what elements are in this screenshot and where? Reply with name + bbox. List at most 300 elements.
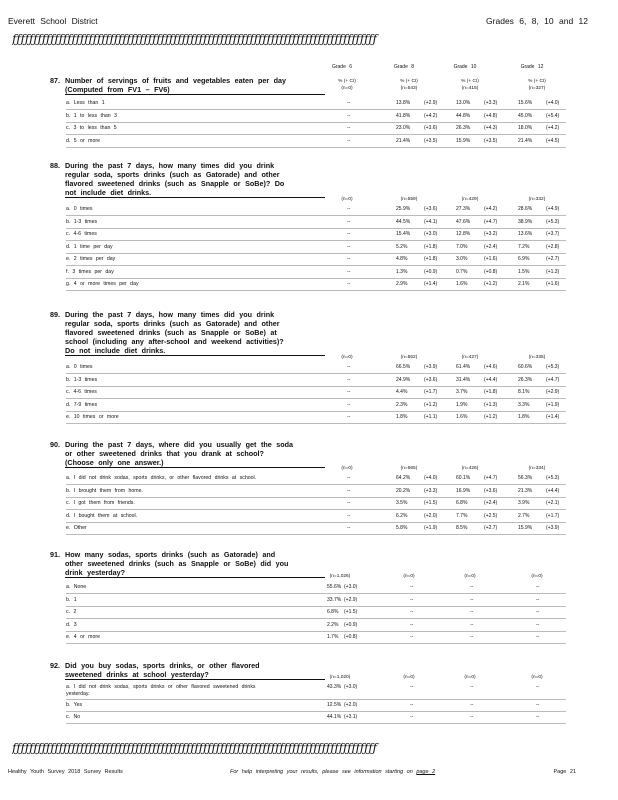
sample-size: (n=327) — [528, 86, 546, 91]
sample-size: (n=565) — [400, 466, 418, 471]
bottom-divider: ƒƒƒƒƒƒƒƒƒƒƒƒƒƒƒƒƒƒƒƒƒƒƒƒƒƒƒƒƒƒƒƒƒƒƒƒƒƒƒƒƒƒƒƒƒƒƒƒƒƒƒƒƒƒƒƒƒƒƒƒƒƒƒƒƒƒƒƒƒƒƒƒƒƒƒƒƒƒƒƒƒƒƒƒƒƒ — [12, 741, 377, 755]
grade-10-value: -- — [470, 584, 474, 590]
grade-10-ci: (+3.5) — [484, 137, 498, 144]
grade-12-percent: 45.0% — [518, 112, 533, 119]
response-label: d. 1 time per day — [66, 243, 113, 250]
grade-8-percent: 2.9% — [396, 281, 408, 287]
table-row — [66, 473, 566, 485]
table-row — [66, 620, 566, 632]
grade-12-ci: (+4.2) — [546, 125, 560, 131]
grade-8-ci: (+3.6) — [424, 206, 438, 212]
table-row — [66, 632, 566, 644]
response-label: e. Other — [66, 525, 87, 531]
grade-10-percent: 16.9% — [456, 487, 471, 494]
page-number: Page 21 — [553, 769, 576, 775]
grade-10-percent: 27.3% — [456, 206, 471, 212]
table-row — [66, 204, 566, 216]
grade-12-percent: 56.3% — [518, 475, 533, 481]
grade-12-percent: 60.6% — [518, 364, 533, 370]
grade-6-value: -- — [347, 243, 351, 250]
response-label: d. 5 or more — [66, 137, 100, 144]
response-label: a. None — [66, 584, 87, 590]
grade-6-ci: (+3.0) — [344, 684, 358, 690]
sample-size: (n=0) — [531, 675, 543, 680]
grade-8-percent: 15.4% — [396, 231, 411, 237]
grade-10-percent: 6.8% — [456, 500, 468, 506]
grade-6-ci: (+0.9) — [344, 621, 358, 628]
response-label: e. 4 or more — [66, 634, 100, 640]
table-row — [66, 217, 566, 229]
grade-12-percent: 3.3% — [518, 401, 530, 408]
grade-10-ci: (+1.2) — [484, 414, 498, 420]
grade-8-ci: (+3.9) — [424, 364, 438, 370]
grade-6-value: -- — [347, 125, 351, 131]
grade-10-ci: (+1.6) — [484, 256, 498, 262]
grade-10-percent: 7.0% — [456, 243, 468, 250]
grade-8-ci: (+3.6) — [424, 376, 438, 383]
column-header-grade-6: Grade 6 — [331, 64, 353, 70]
response-label: c. 3 to less than 5 — [66, 125, 117, 131]
question-89 — [50, 310, 325, 356]
grade-12-value: -- — [536, 684, 540, 690]
page-2-link[interactable]: page 2 — [416, 769, 436, 775]
question-text: drink yesterday? — [65, 568, 325, 578]
response-label: a. Less than 1 — [66, 100, 105, 106]
question-number: 92. — [50, 661, 60, 670]
grade-12-percent: 2.1% — [518, 281, 530, 287]
grade-10-value: -- — [470, 684, 474, 690]
footer-help-text — [230, 769, 435, 775]
table-row — [66, 607, 566, 619]
grade-10-percent: 3.7% — [456, 389, 468, 395]
table-row — [66, 387, 566, 399]
grade-12-value: -- — [536, 634, 540, 640]
sample-size: (n=415) — [461, 86, 479, 91]
question-text: regular soda, sports drinks (such as Gatorade) and other — [65, 170, 280, 179]
sample-size: (n=0) — [403, 675, 415, 680]
grade-10-ci: (+4.7) — [484, 218, 498, 225]
grade-12-percent: 6.9% — [518, 256, 530, 262]
table-row — [66, 523, 566, 535]
question-text: flavored sweetened drinks (such as Snapple or SoBe) at — [65, 328, 277, 337]
response-label: d. 3 — [66, 621, 77, 628]
grade-12-percent: 28.6% — [518, 206, 533, 212]
grade-6-percent: 44.1% — [327, 714, 342, 720]
grade-10-ci: (+4.7) — [484, 475, 498, 481]
grade-10-ci: (+1.3) — [484, 401, 498, 408]
question-text: sweetened drinks at school yesterday? — [65, 670, 325, 680]
grade-12-ci: (+5.3) — [546, 475, 560, 481]
grade-10-value: -- — [470, 621, 474, 628]
grade-8-ci: (+1.2) — [424, 401, 438, 408]
grade-10-value: -- — [470, 609, 474, 615]
grade-10-value: -- — [470, 596, 474, 603]
grade-12-ci: (+5.3) — [546, 364, 560, 370]
table-row — [66, 279, 566, 291]
sample-size: (n=1,026) — [329, 574, 351, 579]
table-row — [66, 498, 566, 510]
response-label: a. I did not drink sodas, sports drinks or other flavored sweetened drinks — [66, 684, 256, 690]
grade-12-percent: 2.7% — [518, 512, 530, 519]
grade-8-percent: 4.8% — [396, 256, 408, 262]
grade-10-value: -- — [470, 634, 474, 640]
grade-12-value: -- — [536, 584, 540, 590]
question-text: During the past 7 days, how many times did you drink — [65, 310, 275, 319]
question-text: regular soda, sports drinks (such as Gatorade) and other — [65, 319, 280, 328]
grade-12-ci: (+2.9) — [546, 389, 560, 395]
grade-12-percent: 13.6% — [518, 231, 533, 237]
question-number: 90. — [50, 440, 60, 449]
grade-10-percent: 3.0% — [456, 256, 468, 262]
stat-header: % (+ CI) — [338, 79, 356, 84]
sample-size: (n=0) — [531, 574, 543, 579]
grade-12-percent: 18.0% — [518, 125, 533, 131]
response-label: d. 7-9 times — [66, 401, 98, 408]
grade-8-percent: 13.8% — [396, 100, 411, 106]
response-label: c. No — [66, 714, 81, 720]
grade-12-value: -- — [536, 596, 540, 603]
question-number: 87. — [50, 76, 60, 85]
grade-6-percent: 12.5% — [327, 701, 342, 708]
grade-8-value: -- — [410, 621, 414, 628]
grade-12-ci: (+3.9) — [546, 525, 560, 531]
grade-12-ci: (+1.9) — [546, 401, 560, 408]
grade-8-ci: (+1.1) — [424, 414, 438, 420]
stat-header: % (+ CI) — [528, 79, 546, 84]
table-row — [66, 511, 566, 523]
response-label: c. 4-6 times — [66, 389, 97, 395]
grade-6-value: -- — [347, 137, 351, 144]
response-label: d. I bought them at school. — [66, 512, 138, 519]
grade-6-percent: 1.7% — [327, 634, 339, 640]
sample-size: (n=0) — [464, 574, 476, 579]
table-row — [66, 595, 566, 607]
grade-8-percent: 25.9% — [396, 206, 411, 212]
grade-8-ci: (+3.0) — [424, 231, 438, 237]
grade-10-percent: 0.7% — [456, 268, 468, 275]
grade-6-value: -- — [347, 487, 351, 494]
sample-size: (n=0) — [403, 574, 415, 579]
grade-12-ci: (+3.7) — [546, 231, 560, 237]
grade-12-value: -- — [536, 714, 540, 720]
response-label: b. I brought them from home. — [66, 487, 143, 494]
sample-size: (n=335) — [528, 355, 546, 360]
table-row — [66, 254, 566, 266]
table-row — [66, 712, 566, 724]
grade-10-ci: (+2.4) — [484, 500, 498, 506]
grade-6-value: -- — [347, 512, 351, 519]
grade-8-ci: (+1.8) — [424, 256, 438, 262]
grade-6-value: -- — [347, 281, 351, 287]
grade-12-value: -- — [536, 609, 540, 615]
question-91 — [50, 550, 325, 578]
table-row — [66, 682, 566, 700]
district-name: Everett School District — [8, 16, 98, 26]
grade-8-value: -- — [410, 684, 414, 690]
grade-6-value: -- — [347, 256, 351, 262]
grade-12-value: -- — [536, 621, 540, 628]
table-row — [66, 486, 566, 498]
question-text: (Computed from FV1 – FV6) — [65, 85, 325, 95]
response-label: e. 10 times or more — [66, 414, 119, 420]
grade-12-percent: 26.3% — [518, 376, 533, 383]
response-label: a. I did not drink sodas, sports drinks, or other flavored drinks at school. — [66, 475, 257, 481]
response-label-continued: yesterday. — [66, 691, 90, 697]
grade-10-ci: (+1.2) — [484, 281, 498, 287]
grade-10-ci: (+2.5) — [484, 512, 498, 519]
grade-6-ci: (+3.0) — [344, 584, 358, 590]
grade-12-ci: (+4.7) — [546, 376, 560, 383]
grade-8-percent: 6.2% — [396, 512, 408, 519]
grade-10-percent: 26.3% — [456, 125, 471, 131]
sample-size: (n=559) — [400, 197, 418, 202]
grade-8-ci: (+4.0) — [424, 475, 438, 481]
grade-10-percent: 31.4% — [456, 376, 471, 383]
grade-8-ci: (+3.5) — [424, 137, 438, 144]
response-label: e. 2 times per day — [66, 256, 116, 262]
stat-header: % (+ CI) — [461, 79, 479, 84]
grade-6-value: -- — [347, 218, 351, 225]
grade-12-value: -- — [536, 701, 540, 708]
grade-8-ci: (+2.0) — [424, 512, 438, 519]
grade-6-percent: 55.6% — [327, 584, 342, 590]
question-text: (Choose only one answer.) — [65, 458, 325, 468]
grade-8-percent: 41.8% — [396, 112, 411, 119]
grade-6-percent: 43.3% — [327, 684, 342, 690]
grade-10-percent: 44.8% — [456, 112, 471, 119]
grade-12-percent: 21.4% — [518, 137, 533, 144]
sample-size: (n=0) — [341, 86, 353, 91]
question-text: Do not include diet drinks. — [65, 346, 325, 356]
response-label: f. 3 times per day — [66, 268, 114, 275]
grade-8-ci: (+1.7) — [424, 389, 438, 395]
grade-6-ci: (+3.1) — [344, 714, 358, 720]
sample-size: (n=0) — [341, 466, 353, 471]
grade-10-ci: (+0.8) — [484, 268, 498, 275]
grade-8-percent: 44.5% — [396, 218, 411, 225]
table-row — [66, 412, 566, 424]
grade-8-percent: 1.3% — [396, 268, 408, 275]
table-row — [66, 136, 566, 148]
sample-size: (n=332) — [528, 197, 546, 202]
grade-8-percent: 21.4% — [396, 137, 411, 144]
grade-8-ci: (+3.6) — [424, 125, 438, 131]
grade-8-value: -- — [410, 701, 414, 708]
question-88 — [50, 161, 325, 198]
grade-10-ci: (+4.3) — [484, 125, 498, 131]
grade-10-ci: (+2.7) — [484, 525, 498, 531]
grade-8-percent: 20.2% — [396, 487, 411, 494]
grade-10-ci: (+3.3) — [484, 100, 498, 106]
response-label: b. 1 to less than 3 — [66, 112, 117, 119]
grade-6-value: -- — [347, 100, 351, 106]
grade-6-value: -- — [347, 206, 351, 212]
response-label: b. 1-3 times — [66, 376, 98, 383]
sample-size: (n=0) — [464, 675, 476, 680]
sample-size: (n=429) — [461, 197, 479, 202]
grade-12-percent: 21.3% — [518, 487, 533, 494]
grade-8-percent: 5.2% — [396, 243, 408, 250]
response-label: g. 4 or more times per day — [66, 281, 139, 287]
question-number: 88. — [50, 161, 60, 170]
grade-6-value: -- — [347, 112, 351, 119]
question-number: 89. — [50, 310, 60, 319]
question-text: How many sodas, sports drinks (such as Gatorade) and — [65, 550, 276, 559]
sample-size: (n=0) — [341, 355, 353, 360]
grade-8-value: -- — [410, 584, 414, 590]
grade-12-percent: 8.1% — [518, 389, 530, 395]
grade-12-ci: (+2.7) — [546, 256, 560, 262]
table-row — [66, 362, 566, 374]
column-header-grade-8: Grade 8 — [393, 64, 415, 70]
grade-12-percent: 15.9% — [518, 525, 533, 531]
grade-10-percent: 60.1% — [456, 475, 471, 481]
grade-12-percent: 1.8% — [518, 414, 530, 420]
grade-8-value: -- — [410, 596, 414, 603]
grade-8-ci: (+4.1) — [424, 218, 438, 225]
response-label: c. 2 — [66, 609, 77, 615]
grade-12-ci: (+2.1) — [546, 500, 560, 506]
grade-8-ci: (+1.5) — [424, 500, 438, 506]
grades-label: Grades 6, 8, 10 and 12 — [486, 16, 588, 26]
grade-10-ci: (+4.6) — [484, 364, 498, 370]
grade-8-ci: (+1.4) — [424, 281, 438, 287]
grade-12-ci: (+4.5) — [546, 137, 560, 144]
response-label: b. 1 — [66, 596, 77, 603]
grade-8-percent: 24.9% — [396, 376, 411, 383]
table-row — [66, 700, 566, 712]
question-text: Did you buy sodas, sports drinks, or other flavored — [65, 661, 260, 670]
grade-6-ci: (+2.9) — [344, 596, 358, 603]
grade-8-ci: (+4.2) — [424, 112, 438, 119]
grade-6-value: -- — [347, 389, 351, 395]
grade-8-percent: 23.0% — [396, 125, 411, 131]
grade-10-ci: (+4.8) — [484, 112, 498, 119]
grade-12-percent: 38.9% — [518, 218, 533, 225]
footer-survey-title: Healthy Youth Survey 2018 Survey Results — [8, 769, 123, 775]
grade-10-percent: 12.8% — [456, 231, 471, 237]
grade-10-percent: 13.0% — [456, 100, 471, 106]
table-row — [66, 242, 566, 254]
grade-6-percent: 6.8% — [327, 609, 339, 615]
grade-8-percent: 3.5% — [396, 500, 408, 506]
table-row — [66, 400, 566, 412]
column-header-grade-12: Grade 12 — [520, 64, 544, 70]
grade-6-value: -- — [347, 525, 351, 531]
table-row — [66, 267, 566, 279]
top-divider: ƒƒƒƒƒƒƒƒƒƒƒƒƒƒƒƒƒƒƒƒƒƒƒƒƒƒƒƒƒƒƒƒƒƒƒƒƒƒƒƒƒƒƒƒƒƒƒƒƒƒƒƒƒƒƒƒƒƒƒƒƒƒƒƒƒƒƒƒƒƒƒƒƒƒƒƒƒƒƒƒƒƒƒƒƒƒ — [12, 32, 377, 46]
grade-10-percent: 1.9% — [456, 401, 468, 408]
question-text: flavored sweetened drinks (such as Snapple or SoBe)? Do — [65, 179, 285, 188]
grade-6-ci: (+1.5) — [344, 609, 358, 615]
grade-6-ci: (+2.0) — [344, 701, 358, 708]
grade-12-percent: 15.6% — [518, 100, 533, 106]
grade-6-value: -- — [347, 268, 351, 275]
grade-6-value: -- — [347, 500, 351, 506]
grade-12-ci: (+1.4) — [546, 414, 560, 420]
footer-help-label: For help interpreting your results, please see information starting on — [230, 769, 413, 775]
grade-6-value: -- — [347, 475, 351, 481]
table-row — [66, 111, 566, 123]
grade-8-ci: (+1.8) — [424, 243, 438, 250]
grade-10-percent: 61.4% — [456, 364, 471, 370]
column-header-grade-10: Grade 10 — [453, 64, 477, 70]
response-label: b. 1-3 times — [66, 218, 98, 225]
question-text: not include diet drinks. — [65, 188, 325, 198]
response-label: a. 0 times — [66, 364, 93, 370]
grade-8-ci: (+2.9) — [424, 100, 438, 106]
grade-10-percent: 1.6% — [456, 414, 468, 420]
question-87 — [50, 76, 325, 95]
question-text: other sweetened drinks (such as Snapple or SoBe) did you — [65, 559, 289, 568]
grade-12-ci: (+5.3) — [546, 218, 560, 225]
grade-10-ci: (+2.4) — [484, 243, 498, 250]
question-text: Number of servings of fruits and vegetables eaten per day — [65, 76, 287, 85]
sample-size: (n=0) — [341, 197, 353, 202]
table-row — [66, 123, 566, 135]
grade-6-percent: 2.2% — [327, 621, 339, 628]
grade-10-percent: 7.7% — [456, 512, 468, 519]
stat-header: % (+ CI) — [400, 79, 418, 84]
grade-8-ci: (+3.3) — [424, 487, 438, 494]
question-text: school (including any after-school and weekend activities)? — [65, 337, 284, 346]
grade-10-ci: (+1.8) — [484, 389, 498, 395]
table-row — [66, 98, 566, 110]
grade-12-ci: (+1.7) — [546, 512, 560, 519]
sample-size: (n=427) — [461, 355, 479, 360]
sample-size: (n=543) — [400, 86, 418, 91]
question-text: During the past 7 days, where did you usually get the soda — [65, 440, 293, 449]
grade-6-value: -- — [347, 364, 351, 370]
grade-10-percent: 47.6% — [456, 218, 471, 225]
grade-12-ci: (+1.3) — [546, 268, 560, 275]
question-number: 91. — [50, 550, 60, 559]
grade-12-percent: 7.2% — [518, 243, 530, 250]
grade-12-ci: (+1.6) — [546, 281, 560, 287]
grade-10-ci: (+4.2) — [484, 206, 498, 212]
grade-10-percent: 1.6% — [456, 281, 468, 287]
sample-size: (n=1,020) — [329, 675, 351, 680]
grade-6-value: -- — [347, 414, 351, 420]
grade-12-percent: 1.5% — [518, 268, 530, 275]
grade-6-value: -- — [347, 401, 351, 408]
grade-12-percent: 3.9% — [518, 500, 530, 506]
question-text: During the past 7 days, how many times did you drink — [65, 161, 275, 170]
sample-size: (n=334) — [528, 466, 546, 471]
question-92 — [50, 661, 325, 680]
grade-8-value: -- — [410, 609, 414, 615]
grade-8-value: -- — [410, 714, 414, 720]
grade-8-percent: 64.2% — [396, 475, 411, 481]
grade-8-ci: (+1.9) — [424, 525, 438, 531]
grade-10-ci: (+3.2) — [484, 231, 498, 237]
grade-12-ci: (+4.9) — [546, 206, 560, 212]
grade-10-ci: (+4.4) — [484, 376, 498, 383]
grade-12-ci: (+2.8) — [546, 243, 560, 250]
grade-8-value: -- — [410, 634, 414, 640]
table-row — [66, 229, 566, 241]
grade-10-percent: 15.9% — [456, 137, 471, 144]
response-label: a. 0 times — [66, 206, 93, 212]
grade-8-ci: (+0.9) — [424, 268, 438, 275]
question-90 — [50, 440, 325, 468]
grade-12-ci: (+5.4) — [546, 112, 560, 119]
grade-8-percent: 66.5% — [396, 364, 411, 370]
sample-size: (n=426) — [461, 466, 479, 471]
grade-8-percent: 1.8% — [396, 414, 408, 420]
grade-6-ci: (+0.8) — [344, 634, 358, 640]
response-label: c. I got them from friends. — [66, 500, 135, 506]
